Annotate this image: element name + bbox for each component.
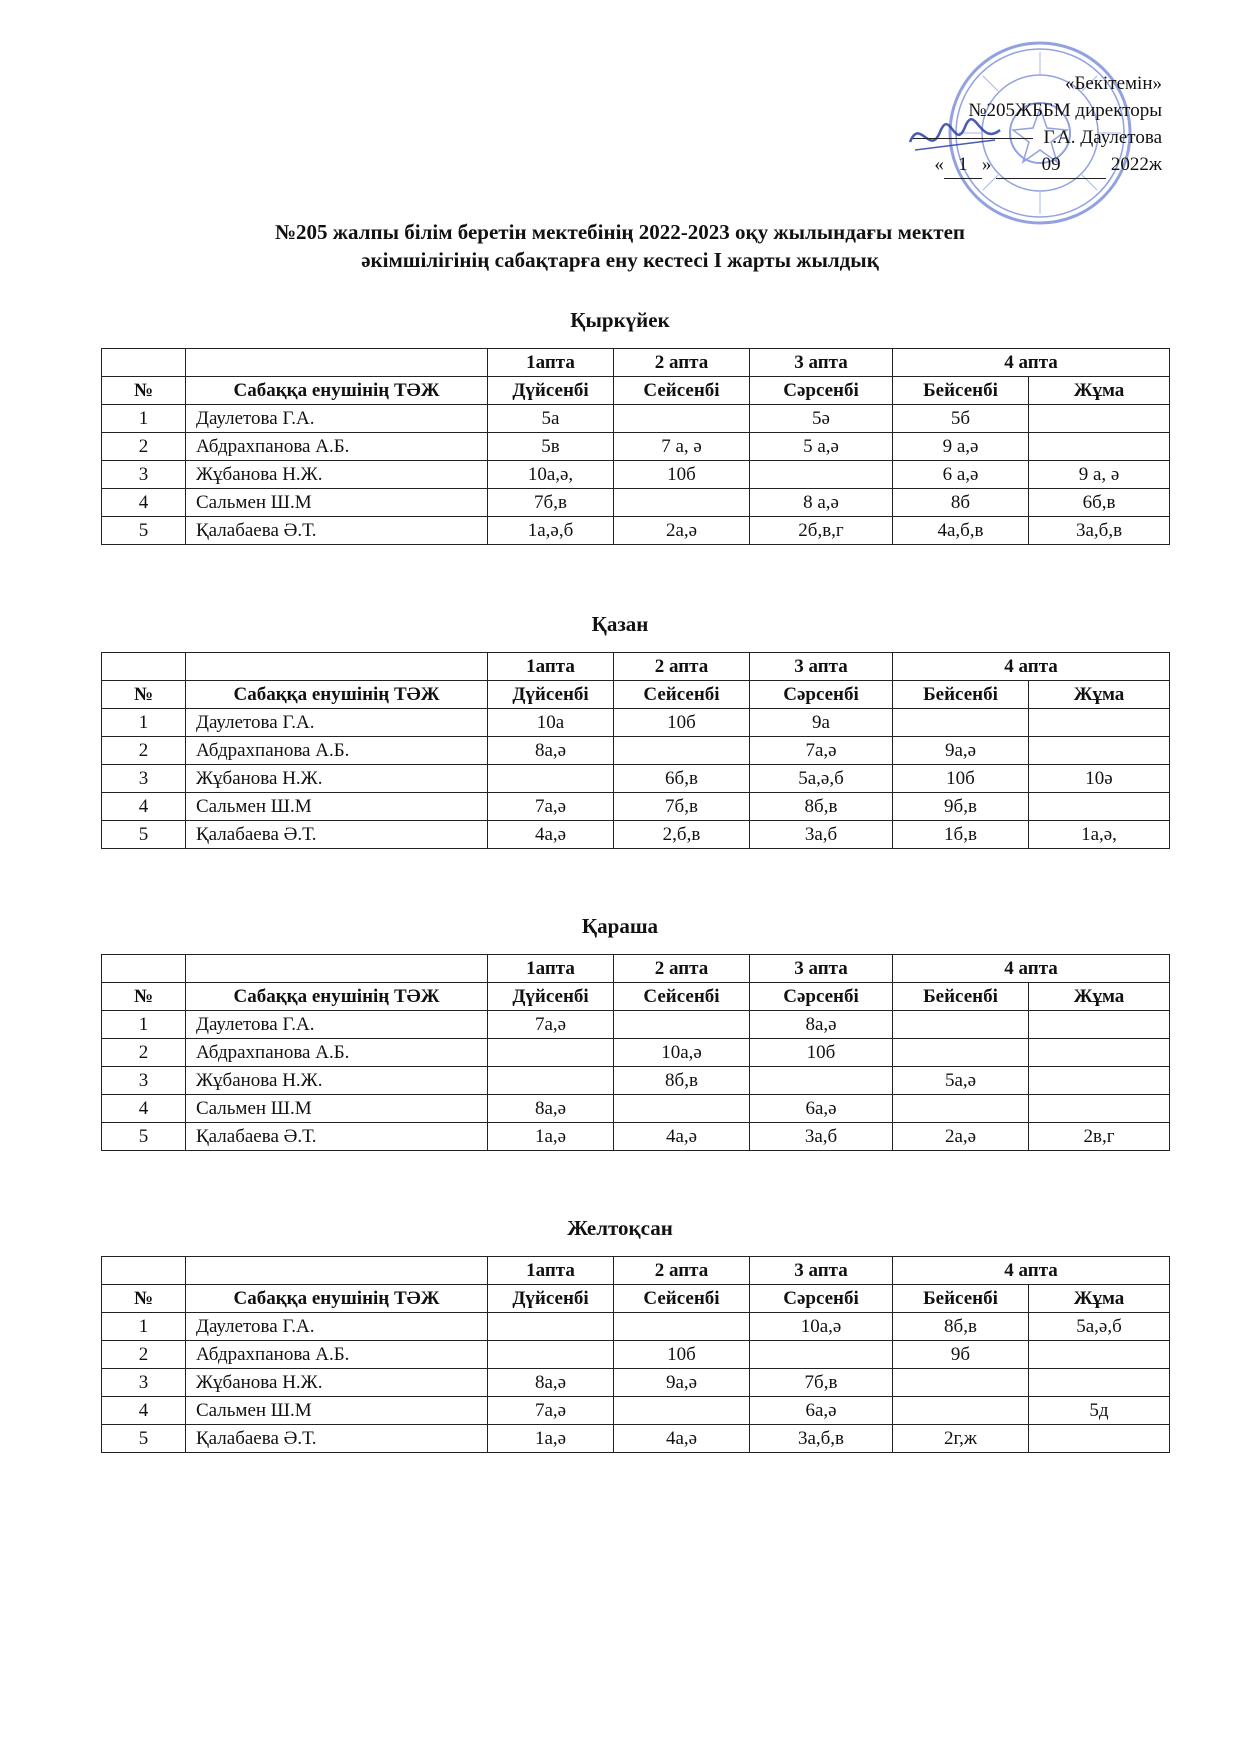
week-header: 3 апта (750, 349, 893, 377)
week-header: 4 апта (893, 955, 1170, 983)
row-number: 1 (102, 1313, 186, 1341)
day-header: Дүйсенбі (488, 681, 614, 709)
class-cell (893, 1011, 1029, 1039)
week-header-row (102, 653, 1170, 681)
day-header: Сейсенбі (614, 1285, 750, 1313)
class-cell: 5а,ә,б (1029, 1313, 1170, 1341)
table-row (102, 793, 1170, 821)
class-cell: 8б,в (614, 1067, 750, 1095)
day-header: Бейсенбі (893, 377, 1029, 405)
visitor-name: Абдрахпанова А.Б. (186, 433, 488, 461)
week-header: 1апта (488, 653, 614, 681)
week-header: 3 апта (750, 653, 893, 681)
class-cell: 5а,ә,б (750, 765, 893, 793)
class-cell: 10б (614, 709, 750, 737)
class-cell (488, 765, 614, 793)
visitor-name: Қалабаева Ә.Т. (186, 517, 488, 545)
class-cell: 6а,ә (750, 1095, 893, 1123)
row-number: 3 (102, 1067, 186, 1095)
month-title: Желтоқсан (567, 1216, 673, 1240)
class-cell: 7 а, ә (614, 433, 750, 461)
title-line-2: әкімшілігінің сабақтарға ену кестесі І жарты жылдық (361, 248, 879, 272)
class-cell: 9 а, ә (1029, 461, 1170, 489)
name-header: Сабаққа енушінің ТӘЖ (186, 1285, 488, 1313)
class-cell: 7б,в (750, 1369, 893, 1397)
class-cell: 1а,ә (488, 1425, 614, 1453)
class-cell (750, 461, 893, 489)
row-number: 4 (102, 1397, 186, 1425)
class-cell (614, 1397, 750, 1425)
name-header: Сабаққа енушінің ТӘЖ (186, 983, 488, 1011)
class-cell: 10б (614, 461, 750, 489)
schedule-table (101, 954, 1170, 1151)
class-cell (614, 405, 750, 433)
class-cell: 8б,в (750, 793, 893, 821)
visitor-name: Қалабаева Ә.Т. (186, 1425, 488, 1453)
visitor-name: Сальмен Ш.М (186, 489, 488, 517)
class-cell: 6 а,ә (893, 461, 1029, 489)
class-cell: 2а,ә (614, 517, 750, 545)
class-cell: 1а,ә, (1029, 821, 1170, 849)
class-cell (488, 1313, 614, 1341)
blank-header-cell (102, 955, 186, 983)
class-cell: 5а (488, 405, 614, 433)
day-header: Бейсенбі (893, 983, 1029, 1011)
row-number: 2 (102, 737, 186, 765)
blank-header-cell (186, 955, 488, 983)
class-cell: 9б,в (893, 793, 1029, 821)
signature-line (913, 138, 1033, 139)
table-row (102, 765, 1170, 793)
week-header: 4 апта (893, 1257, 1170, 1285)
blank-header-cell (186, 653, 488, 681)
day-header: Сәрсенбі (750, 681, 893, 709)
week-header: 3 апта (750, 1257, 893, 1285)
number-header: № (102, 681, 186, 709)
row-number: 5 (102, 1425, 186, 1453)
blank-header-cell (186, 349, 488, 377)
class-cell: 5б (893, 405, 1029, 433)
class-cell: 10а,ә, (488, 461, 614, 489)
day-header: Жұма (1029, 983, 1170, 1011)
class-cell: 7а,ә (488, 1397, 614, 1425)
row-number: 2 (102, 1341, 186, 1369)
title-line-1: №205 жалпы білім беретін мектебінің 2022-2023 оқу жылындағы мектеп (274, 220, 966, 244)
class-cell (1029, 1369, 1170, 1397)
blank-header-cell (102, 653, 186, 681)
row-number: 4 (102, 793, 186, 821)
day-header: Сәрсенбі (750, 377, 893, 405)
class-cell: 8а,ә (750, 1011, 893, 1039)
class-cell (488, 1341, 614, 1369)
class-cell (893, 709, 1029, 737)
week-header: 2 апта (614, 1257, 750, 1285)
table-row (102, 821, 1170, 849)
visitor-name: Қалабаева Ә.Т. (186, 821, 488, 849)
visitor-name: Сальмен Ш.М (186, 1095, 488, 1123)
table-row (102, 1369, 1170, 1397)
row-number: 4 (102, 1095, 186, 1123)
visitor-name: Абдрахпанова А.Б. (186, 1341, 488, 1369)
day-header: Жұма (1029, 1285, 1170, 1313)
class-cell: 5ә (750, 405, 893, 433)
week-header-row (102, 1257, 1170, 1285)
class-cell (893, 1039, 1029, 1067)
class-cell (1029, 793, 1170, 821)
class-cell (1029, 1095, 1170, 1123)
class-cell: 10б (750, 1039, 893, 1067)
blank-header-cell (102, 1257, 186, 1285)
class-cell: 6б,в (614, 765, 750, 793)
name-header: Сабаққа енушінің ТӘЖ (186, 377, 488, 405)
class-cell (614, 1011, 750, 1039)
table-row (102, 489, 1170, 517)
visitor-name: Жұбанова Н.Ж. (186, 461, 488, 489)
class-cell: 7а,ә (488, 1011, 614, 1039)
date-quote-close: » (981, 154, 992, 175)
visitor-name: Даулетова Г.А. (186, 405, 488, 433)
week-header: 1апта (488, 955, 614, 983)
visitor-name: Даулетова Г.А. (186, 1011, 488, 1039)
visitor-name: Даулетова Г.А. (186, 1313, 488, 1341)
class-cell: 2,б,в (614, 821, 750, 849)
class-cell: 4а,ә (614, 1425, 750, 1453)
table-row (102, 1039, 1170, 1067)
day-header: Сейсенбі (614, 377, 750, 405)
day-header: Сәрсенбі (750, 983, 893, 1011)
day-header-row (102, 1285, 1170, 1313)
approval-date-month: 09 (996, 151, 1106, 179)
visitor-name: Сальмен Ш.М (186, 1397, 488, 1425)
class-cell: 7а,ә (750, 737, 893, 765)
class-cell: 5а,ә (893, 1067, 1029, 1095)
table-row (102, 433, 1170, 461)
visitor-name: Абдрахпанова А.Б. (186, 737, 488, 765)
row-number: 3 (102, 1369, 186, 1397)
class-cell (1029, 1067, 1170, 1095)
class-cell: 5 а,ә (750, 433, 893, 461)
day-header: Дүйсенбі (488, 983, 614, 1011)
document-title (100, 218, 1140, 274)
week-header: 2 апта (614, 653, 750, 681)
row-number: 5 (102, 1123, 186, 1151)
table-row (102, 1425, 1170, 1453)
class-cell (893, 1095, 1029, 1123)
number-header: № (102, 983, 186, 1011)
class-cell: 3а,б,в (750, 1425, 893, 1453)
table-row (102, 1011, 1170, 1039)
class-cell (1029, 1425, 1170, 1453)
date-quote-open: « (934, 154, 944, 175)
class-cell: 5в (488, 433, 614, 461)
schedule-table (101, 652, 1170, 849)
class-cell: 4а,ә (614, 1123, 750, 1151)
table-row (102, 1095, 1170, 1123)
table-row (102, 1067, 1170, 1095)
week-header: 3 апта (750, 955, 893, 983)
class-cell: 6а,ә (750, 1397, 893, 1425)
row-number: 3 (102, 461, 186, 489)
day-header: Дүйсенбі (488, 377, 614, 405)
class-cell: 9а,ә (614, 1369, 750, 1397)
approval-date-day: 1 (944, 151, 982, 179)
class-cell (1029, 405, 1170, 433)
day-header: Сейсенбі (614, 681, 750, 709)
class-cell (614, 489, 750, 517)
week-header: 4 апта (893, 349, 1170, 377)
class-cell: 10а (488, 709, 614, 737)
visitor-name: Жұбанова Н.Ж. (186, 1067, 488, 1095)
week-header: 2 апта (614, 349, 750, 377)
class-cell: 8б (893, 489, 1029, 517)
class-cell: 2б,в,г (750, 517, 893, 545)
week-header: 1апта (488, 1257, 614, 1285)
week-header-row (102, 955, 1170, 983)
class-cell (614, 737, 750, 765)
class-cell (614, 1095, 750, 1123)
visitor-name: Қалабаева Ә.Т. (186, 1123, 488, 1151)
class-cell (488, 1039, 614, 1067)
schedule-table (101, 1256, 1170, 1453)
week-header: 2 апта (614, 955, 750, 983)
approval-position: №205ЖББМ директоры (968, 100, 1162, 121)
visitor-name: Жұбанова Н.Ж. (186, 1369, 488, 1397)
class-cell: 9б (893, 1341, 1029, 1369)
row-number: 2 (102, 1039, 186, 1067)
class-cell (893, 1369, 1029, 1397)
day-header: Жұма (1029, 377, 1170, 405)
row-number: 4 (102, 489, 186, 517)
class-cell: 10б (893, 765, 1029, 793)
row-number: 2 (102, 433, 186, 461)
class-cell: 8а,ә (488, 737, 614, 765)
row-number: 5 (102, 517, 186, 545)
class-cell: 5д (1029, 1397, 1170, 1425)
class-cell: 4а,ә (488, 821, 614, 849)
day-header: Жұма (1029, 681, 1170, 709)
class-cell: 7а,ә (488, 793, 614, 821)
class-cell: 10а,ә (614, 1039, 750, 1067)
row-number: 1 (102, 405, 186, 433)
class-cell: 8 а,ә (750, 489, 893, 517)
day-header: Бейсенбі (893, 681, 1029, 709)
week-header-row (102, 349, 1170, 377)
class-cell: 8а,ә (488, 1369, 614, 1397)
class-cell: 2а,ә (893, 1123, 1029, 1151)
class-cell: 4а,б,в (893, 517, 1029, 545)
month-title: Қараша (581, 914, 659, 938)
day-header: Бейсенбі (893, 1285, 1029, 1313)
class-cell (1029, 1011, 1170, 1039)
class-cell (1029, 1341, 1170, 1369)
day-header: Сәрсенбі (750, 1285, 893, 1313)
table-row (102, 1123, 1170, 1151)
table-row (102, 1397, 1170, 1425)
class-cell: 10ә (1029, 765, 1170, 793)
row-number: 3 (102, 765, 186, 793)
day-header-row (102, 681, 1170, 709)
table-row (102, 405, 1170, 433)
month-title: Қыркүйек (570, 308, 670, 332)
class-cell: 9а (750, 709, 893, 737)
class-cell: 7б,в (614, 793, 750, 821)
day-header-row (102, 377, 1170, 405)
class-cell: 3а,б (750, 1123, 893, 1151)
class-cell: 6б,в (1029, 489, 1170, 517)
class-cell: 2в,г (1029, 1123, 1170, 1151)
week-header: 4 апта (893, 653, 1170, 681)
class-cell (1029, 737, 1170, 765)
row-number: 5 (102, 821, 186, 849)
name-header: Сабаққа енушінің ТӘЖ (186, 681, 488, 709)
class-cell: 8б,в (893, 1313, 1029, 1341)
class-cell (614, 1313, 750, 1341)
class-cell (750, 1341, 893, 1369)
class-cell (1029, 433, 1170, 461)
class-cell: 1б,в (893, 821, 1029, 849)
table-row (102, 517, 1170, 545)
week-header: 1апта (488, 349, 614, 377)
table-row (102, 709, 1170, 737)
class-cell: 10б (614, 1341, 750, 1369)
class-cell (750, 1067, 893, 1095)
approval-block (862, 70, 1162, 179)
class-cell: 1а,ә,б (488, 517, 614, 545)
visitor-name: Даулетова Г.А. (186, 709, 488, 737)
approval-name-line (862, 124, 1162, 151)
class-cell: 3а,б (750, 821, 893, 849)
class-cell (1029, 1039, 1170, 1067)
visitor-name: Жұбанова Н.Ж. (186, 765, 488, 793)
day-header: Сейсенбі (614, 983, 750, 1011)
approval-date-year: 2022ж (1110, 154, 1162, 175)
class-cell: 1а,ә (488, 1123, 614, 1151)
day-header-row (102, 983, 1170, 1011)
class-cell: 7б,в (488, 489, 614, 517)
number-header: № (102, 1285, 186, 1313)
row-number: 1 (102, 709, 186, 737)
class-cell: 9 а,ә (893, 433, 1029, 461)
table-row (102, 1341, 1170, 1369)
class-cell (1029, 709, 1170, 737)
row-number: 1 (102, 1011, 186, 1039)
approval-date (862, 151, 1162, 179)
class-cell (893, 1397, 1029, 1425)
visitor-name: Сальмен Ш.М (186, 793, 488, 821)
class-cell (488, 1067, 614, 1095)
class-cell: 10а,ә (750, 1313, 893, 1341)
class-cell: 3а,б,в (1029, 517, 1170, 545)
approval-director-name: Г.А. Даулетова (1043, 127, 1162, 148)
class-cell: 9а,ә (893, 737, 1029, 765)
class-cell: 8а,ә (488, 1095, 614, 1123)
blank-header-cell (186, 1257, 488, 1285)
class-cell: 2г,ж (893, 1425, 1029, 1453)
table-row (102, 461, 1170, 489)
approval-heading: «Бекітемін» (1064, 73, 1162, 94)
day-header: Дүйсенбі (488, 1285, 614, 1313)
table-row (102, 1313, 1170, 1341)
number-header: № (102, 377, 186, 405)
schedule-table (101, 348, 1170, 545)
blank-header-cell (102, 349, 186, 377)
visitor-name: Абдрахпанова А.Б. (186, 1039, 488, 1067)
table-row (102, 737, 1170, 765)
month-title: Қазан (591, 612, 649, 636)
